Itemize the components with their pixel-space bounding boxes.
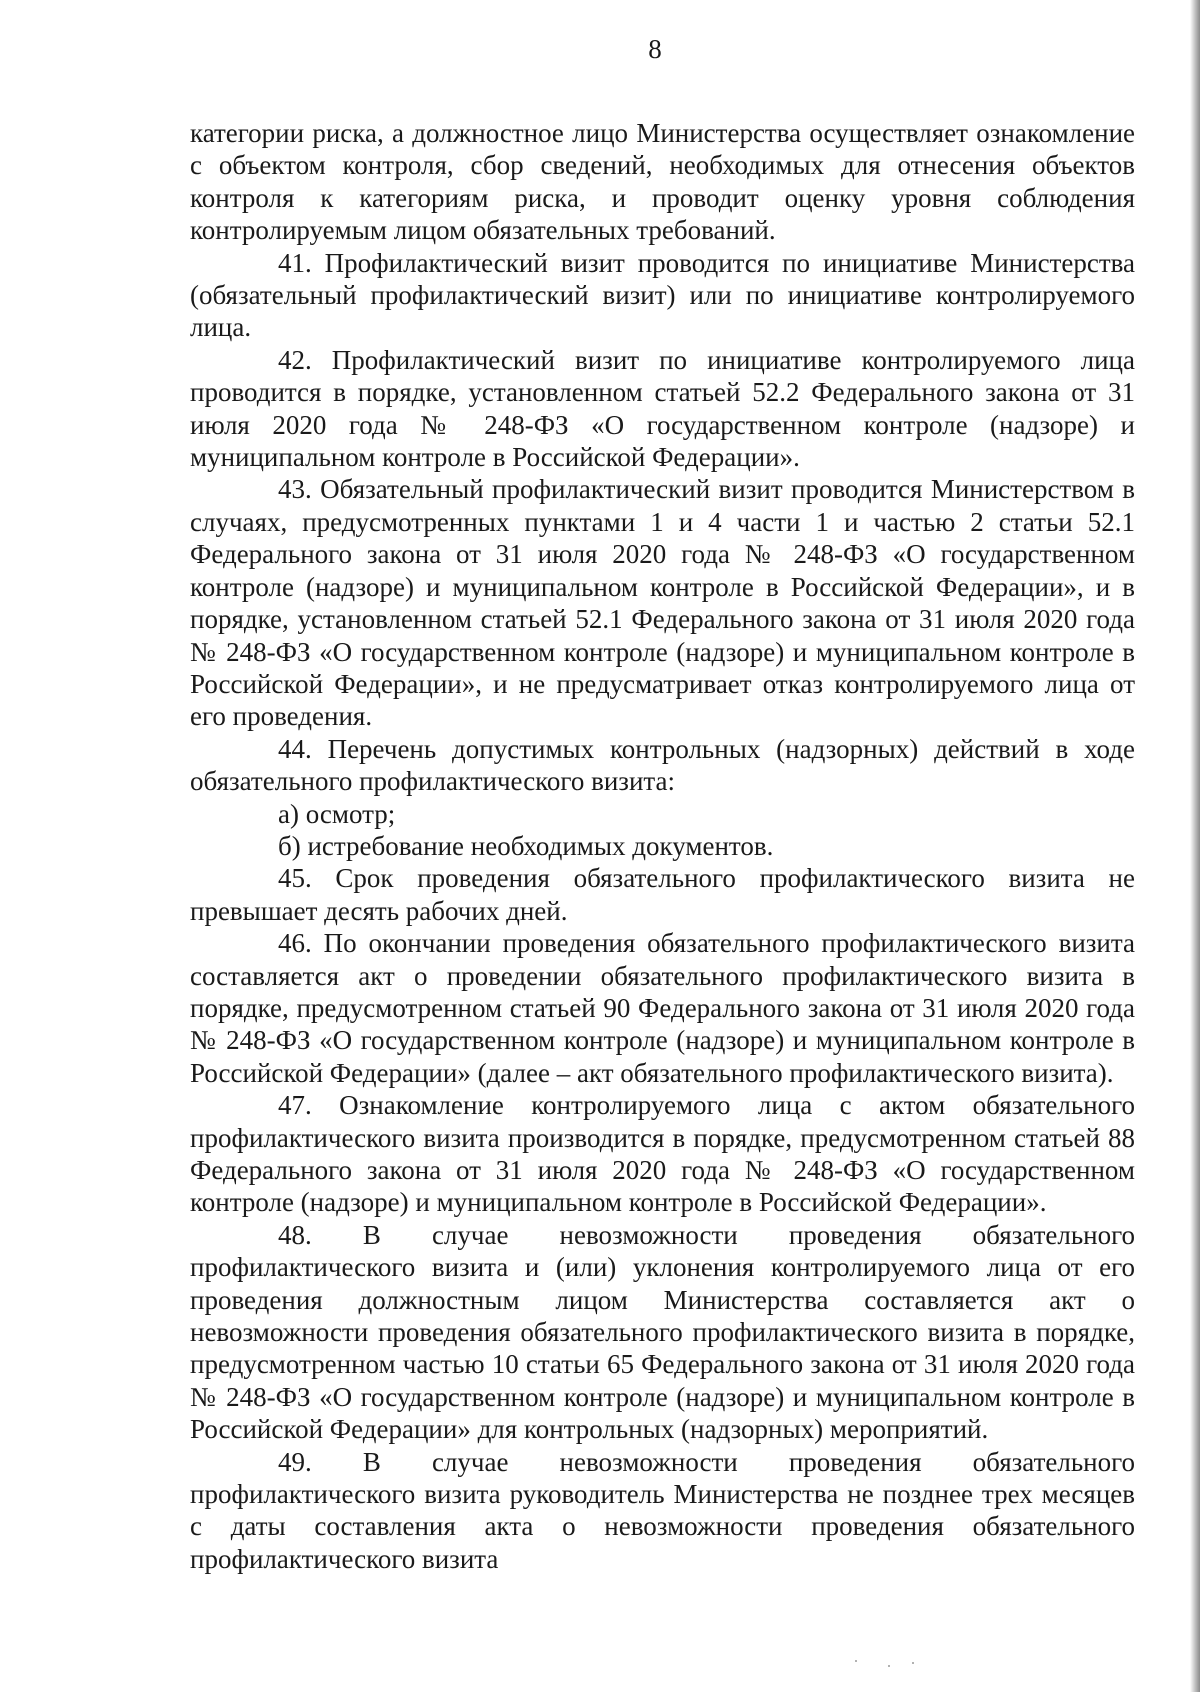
scan-speck: [855, 1660, 857, 1662]
page-number: 8: [648, 34, 662, 64]
paragraph-47: 47. Ознакомление контролируемого лица с актом обязательного профилактического визита производится в порядке, предусмотренном статьей 88 Федерального закона от 31 июля 2020 года № 248-ФЗ «О государственном контроле (надзоре) и муниципальном контроле в Российской Федерации».: [190, 1090, 1135, 1218]
scan-edge-shadow: [1190, 0, 1200, 1692]
paragraph-49: 49. В случае невозможности проведения обязательного профилактического визита руководитель Министерства не позднее трех месяцев с даты составления акта о невозможности проведения обязательного профилактического визита: [190, 1446, 1135, 1574]
paragraph-48: 48. В случае невозможности проведения обязательного профилактического визита и (или) уклонения контролируемого лица от его проведения должностным лицом Министерства составляется акт о невозможности проведения обязательного профилактического визита в порядке, предусмотренном частью 10 статьи 65 Федерального закона от 31 июля 2020 года № 248-ФЗ «О государственном контроле (надзоре) и муниципальном контроле в Российской Федерации» для контрольных (надзорных) мероприятий.: [190, 1219, 1135, 1445]
paragraph-43: 43. Обязательный профилактический визит проводится Министерством в случаях, предусмотренных пунктами 1 и 4 части 1 и частью 2 статьи 52.1 Федерального закона от 31 июля 2020 года № 248-ФЗ «О государственном контроле (надзоре) и муниципальном контроле в Российской Федерации», и в порядке, установленном статьей 52.1 Федерального закона от 31 июля 2020 года № 248-ФЗ «О государственном контроле (надзоре) и муниципальном контроле в Российской Федерации», и не предусматривает отказ контролируемого лица от его проведения.: [190, 474, 1135, 732]
paragraph-44: 44. Перечень допустимых контрольных (надзорных) действий в ходе обязательного профилактического визита:: [190, 733, 1135, 797]
list-item-b: б) истребование необходимых документов.: [278, 830, 774, 861]
list-item-a: а) осмотр;: [278, 798, 396, 829]
scan-speck: [912, 1662, 914, 1664]
paragraph-continuation: категории риска, а должностное лицо Министерства осуществляет ознакомление с объектом контроля, сбор сведений, необходимых для отнесения объектов контроля к категориям риска, и проводит оценку уровня соблюдения контролируемым лицом обязательных требований.: [190, 118, 1135, 246]
paragraph-46: 46. По окончании проведения обязательного профилактического визита составляется акт о проведении обязательного профилактического визита в порядке, предусмотренном статьей 90 Федерального закона от 31 июля 2020 года № 248-ФЗ «О государственном контроле (надзоре) и муниципальном контроле в Российской Федерации» (далее – акт обязательного профилактического визита).: [190, 928, 1135, 1088]
paragraph-45: 45. Срок проведения обязательного профилактического визита не превышает десять рабочих дней.: [190, 863, 1135, 926]
paragraph-41: 41. Профилактический визит проводится по инициативе Министерства (обязательный профилактический визит) или по инициативе контролируемого лица.: [190, 247, 1135, 343]
scan-speck: [888, 1665, 890, 1667]
paragraph-42: 42. Профилактический визит по инициативе контролируемого лица проводится в порядке, установленном статьей 52.2 Федерального закона от 31 июля 2020 года № 248-ФЗ «О государственном контроле (надзоре) и муниципальном контроле в Российской Федерации».: [190, 344, 1135, 473]
document-body: [190, 117, 1135, 1575]
